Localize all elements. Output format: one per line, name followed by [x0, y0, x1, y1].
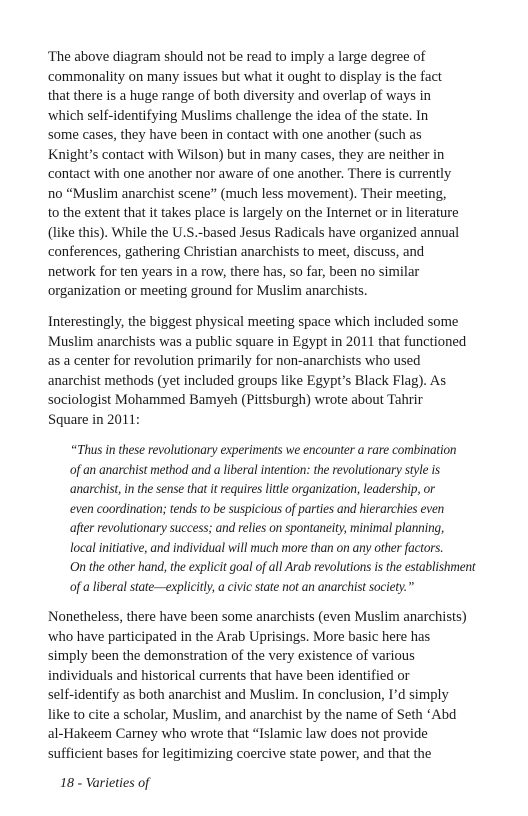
text-line: simply been the demonstration of the very existence of various — [48, 648, 415, 664]
text-line: as a center for revolution primarily for non-anarchists who used — [48, 353, 421, 369]
paragraph-diagram-discussion — [48, 48, 488, 302]
text-line: anarchist methods (yet included groups like Egypt’s Black Flag). As — [48, 372, 447, 389]
paragraph-tahrir-square — [48, 313, 488, 430]
text-line: Muslim anarchists was a public square in Egypt in 2011 that functioned — [48, 333, 467, 350]
text-line: who have participated in the Arab Uprisings. More basic here has — [48, 628, 431, 645]
quote-line: after revolutionary success; and relies on spontaneity, minimal planning, — [70, 520, 445, 535]
block-quote-bamyeh — [70, 440, 490, 596]
text-line: Nonetheless, there have been some anarchists (even Muslim anarchists) — [48, 609, 467, 625]
text-line: sociologist Mohammed Bamyeh (Pittsburgh) wrote about Tahrir — [48, 392, 423, 408]
text-line: no “Muslim anarchist scene” (much less movement). Their meeting, — [48, 185, 447, 202]
text-line: to the extent that it takes place is largely on the Internet or in literature — [48, 205, 459, 221]
text-line: some cases, they have been in contact with one another (such as — [48, 127, 422, 143]
text-line: network for ten years in a row, there has, so far, been no similar — [48, 263, 420, 280]
text-line: organization or meeting ground for Muslim anarchists. — [48, 283, 368, 299]
text-line: contact with one another nor aware of one another. There is currently — [48, 166, 452, 182]
quote-line: local initiative, and individual will much more than on any other factors. — [70, 539, 444, 555]
text-line: which self-identifying Muslims challenge the idea of the state. In — [48, 107, 429, 124]
quote-line: even coordination; tends to be suspicious of parties and hierarchies even — [70, 500, 445, 516]
text-line: commonality on many issues but what it ought to display is the fact — [48, 68, 442, 85]
text-line: self-identify as both anarchist and Muslim. In conclusion, I’d simply — [48, 687, 449, 703]
quote-line: of a liberal state—explicitly, a civic state not an anarchist society.” — [70, 578, 415, 594]
text-line: al-Hakeem Carney who wrote that “Islamic law does not provide — [48, 726, 428, 742]
text-line: sufficient bases for legitimizing coercive state power, and that the — [48, 745, 432, 762]
page-footer: 18 - Varieties of — [60, 776, 150, 791]
quote-line: On the other hand, the explicit goal of all Arab revolutions is the establishment — [70, 559, 476, 574]
text-line: conferences, gathering Christian anarchists to meet, discuss, and — [48, 244, 425, 260]
text-line: like to cite a scholar, Muslim, and anarchist by the name of Seth ‘Abd — [48, 706, 457, 723]
text-line: Square in 2011: — [48, 411, 140, 428]
quote-line: anarchist, in the sense that it requires little organization, leadership, or — [70, 481, 436, 496]
text-line: that there is a huge range of both diversity and overlap of ways in — [48, 88, 431, 104]
text-line: individuals and historical currents that have been identified or — [48, 667, 410, 684]
text-line: The above diagram should not be read to imply a large degree of — [48, 49, 426, 65]
paragraph-conclusion — [48, 608, 488, 764]
quote-line: of an anarchist method and a liberal intention: the revolutionary style is — [70, 461, 440, 477]
text-line: Knight’s contact with Wilson) but in many cases, they are neither in — [48, 146, 445, 163]
quote-line: “Thus in these revolutionary experiments we encounter a rare combination — [70, 442, 457, 457]
text-line: Interestingly, the biggest physical meeting space which included some — [48, 314, 459, 330]
text-line: (like this). While the U.S.-based Jesus Radicals have organized annual — [48, 224, 460, 241]
